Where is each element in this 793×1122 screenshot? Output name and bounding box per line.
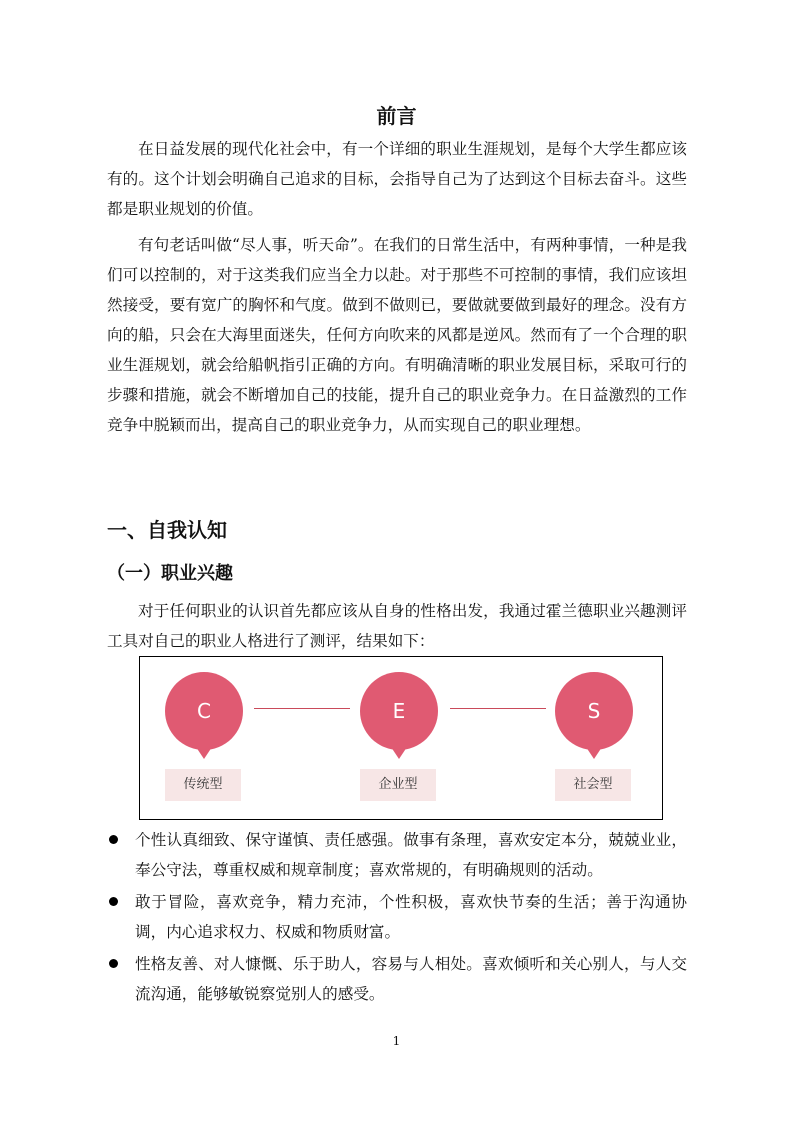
holland-type-label: 企业型 — [360, 769, 436, 801]
connector-line-1 — [254, 708, 350, 709]
holland-type-label: 传统型 — [165, 769, 241, 801]
preface-paragraph-2: 有句老话叫做“尽人事，听天命”。在我们的日常生活中，有两种事情，一种是我们可以控制的，对于这类我们应当全力以赴。对于那些不可控制的事情，我们应该坦然接受，要有宽广的胸怀和气度。做到不做则已，要做就要做到最好的理念。没有方向的船，只会在大海里面迷失，任何方向吹来的风都是逆风。然而有了一个合理的职业生涯规划，就会给船帆指引正确的方向。有明确清晰的职业发展目标，采取可行的步骤和措施，就会不断增加自己的技能，提升自己的职业竞争力。在日益激烈的工作竞争中脱颖而出，提高自己的职业竞争力，从而实现自己的职业理想。 — [107, 236, 687, 434]
page-title: 前言 — [376, 104, 417, 128]
list-item — [107, 949, 687, 1009]
pointer-icon — [586, 747, 602, 759]
page-number: 1 — [392, 1034, 401, 1048]
holland-code-figure — [139, 656, 663, 820]
holland-circle: S — [555, 672, 633, 750]
intro-paragraph: 对于任何职业的认识首先都应该从自身的性格出发，我通过霍兰德职业兴趣测评工具对自己的职业人格进行了测评，结果如下： — [107, 602, 687, 650]
holland-type-label: 社会型 — [555, 769, 631, 801]
list-item-text: 个性认真细致、保守谨慎、责任感强。做事有条理，喜欢安定本分，兢兢业业，奉公守法，尊重权威和规章制度；喜欢常规的，有明确规则的活动。 — [135, 831, 687, 879]
preface-paragraph-1: 在日益发展的现代化社会中，有一个详细的职业生涯规划，是每个大学生都应该有的。这个计划会明确自己追求的目标，会指导自己为了达到这个目标去奋斗。这些都是职业规划的价值。 — [107, 140, 687, 218]
bullet-icon — [109, 897, 118, 906]
holland-circle: C — [165, 672, 243, 750]
list-item-text: 性格友善、对人慷慨、乐于助人，容易与人相处。喜欢倾听和关心别人，与人交流沟通，能够敏锐察觉别人的感受。 — [135, 955, 687, 1003]
section-heading: 一、自我认知 — [107, 518, 227, 542]
bullet-icon — [109, 959, 118, 968]
list-item-text: 敢于冒险，喜欢竞争，精力充沛，个性积极，喜欢快节奏的生活；善于沟通协调，内心追求权力、权威和物质财富。 — [135, 893, 687, 941]
holland-circle: E — [360, 672, 438, 750]
connector-line-2 — [450, 708, 546, 709]
subsection-heading: （一）职业兴趣 — [107, 563, 233, 584]
trait-list — [107, 825, 687, 1011]
pointer-icon — [391, 747, 407, 759]
bullet-icon — [109, 835, 118, 844]
list-item — [107, 825, 687, 885]
list-item — [107, 887, 687, 947]
pointer-icon — [196, 747, 212, 759]
